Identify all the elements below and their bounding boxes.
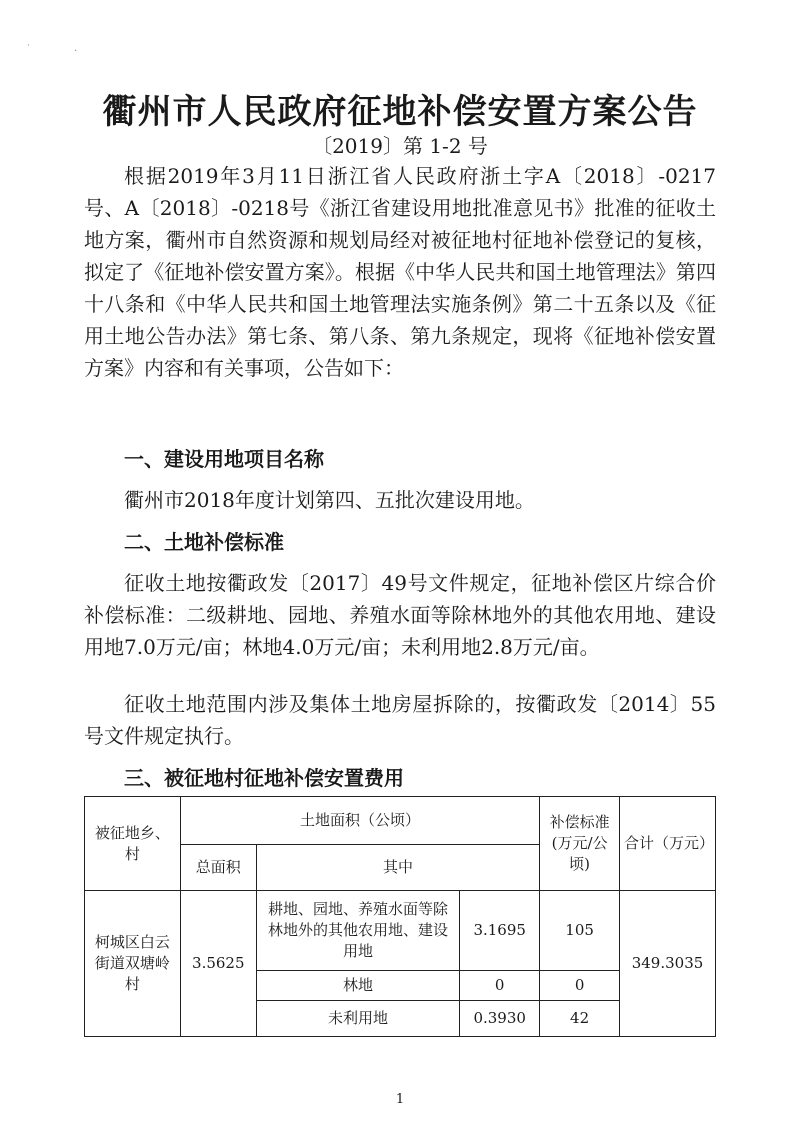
header-village: 被征地乡、村	[85, 797, 181, 891]
cell-rate: 0	[540, 971, 620, 1001]
page-number: 1	[395, 1092, 405, 1107]
cell-land-type: 林地	[256, 971, 459, 1001]
table-row	[85, 891, 716, 971]
cell-total-area: 3.5625	[180, 891, 256, 1037]
header-of-which: 其中	[256, 845, 539, 891]
cell-area: 0	[460, 971, 540, 1001]
cell-land-type: 耕地、园地、养殖水面等除林地外的其他农用地、建设用地	[256, 891, 459, 971]
section-1-text: 衢州市2018年度计划第四、五批次建设用地。	[124, 488, 535, 512]
compensation-table	[84, 796, 716, 1037]
section-2-paragraph-2: 征收土地范围内涉及集体土地房屋拆除的，按衢政发〔2014〕55号文件规定执行。	[84, 692, 716, 748]
cell-total: 349.3035	[620, 891, 716, 1037]
section-3-heading: 三、被征地村征地补偿安置费用	[124, 766, 404, 790]
scan-speck: ˙	[26, 44, 31, 55]
header-land-area: 土地面积（公顷）	[180, 797, 539, 845]
section-1-heading: 一、建设用地项目名称	[124, 447, 324, 471]
notice-title: 衢州市人民政府征地补偿安置方案公告	[102, 92, 698, 132]
cell-rate: 42	[540, 1001, 620, 1037]
cell-village: 柯城区白云街道双塘岭村	[85, 891, 181, 1037]
section-2-heading: 二、土地补偿标准	[124, 530, 284, 554]
cell-area: 0.3930	[460, 1001, 540, 1037]
cell-area: 3.1695	[460, 891, 540, 971]
cell-land-type: 未利用地	[256, 1001, 459, 1037]
scan-speck: ·	[74, 46, 78, 57]
section-2-paragraph-1: 征收土地按衢政发〔2017〕49号文件规定，征地补偿区片综合价补偿标准：二级耕地、园地、养殖水面等除林地外的其他农用地、建设用地7.0万元/亩；林地4.0万元/亩；未利用地2.8万元/亩。	[84, 571, 716, 659]
header-rate: 补偿标准(万元/公顷)	[540, 797, 620, 891]
document-number: 〔2019〕第 1-2 号	[312, 134, 488, 158]
header-total: 合计（万元）	[620, 797, 716, 891]
cell-rate: 105	[540, 891, 620, 971]
header-total-area: 总面积	[180, 845, 256, 891]
intro-paragraph: 根据2019年3月11日浙江省人民政府浙土字A〔2018〕-0217号、A〔2018〕-0218号《浙江省建设用地批准意见书》批准的征收土地方案，衢州市自然资源和规划局经对被征地村征地补偿登记的复核，拟定了《征地补偿安置方案》。根据《中华人民共和国土地管理法》第四十八条和《中华人民共和国土地管理法实施条例》第二十五条以及《征用土地公告办法》第七条、第八条、第九条规定，现将《征地补偿安置方案》内容和有关事项，公告如下：	[84, 164, 716, 380]
